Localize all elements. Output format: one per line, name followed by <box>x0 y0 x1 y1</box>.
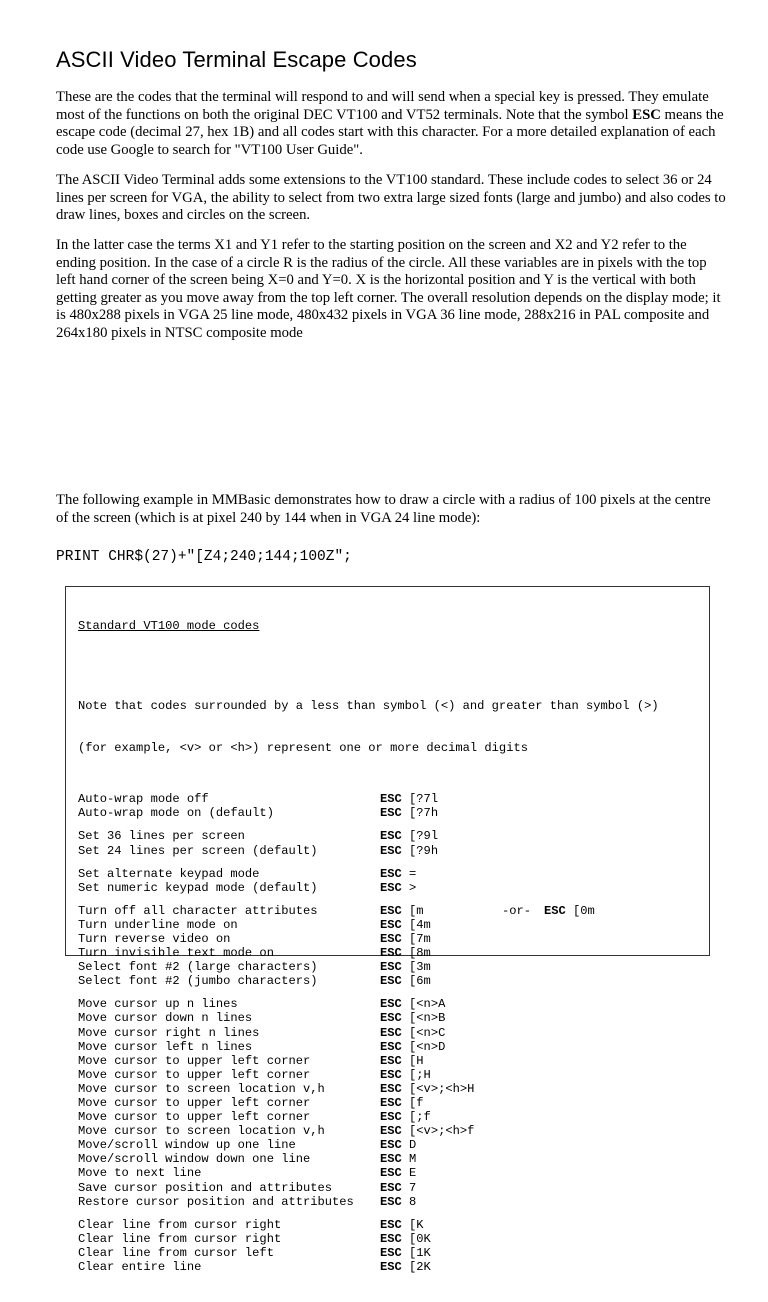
escape-sequence <box>380 1096 424 1110</box>
code-row <box>78 829 708 843</box>
esc-label: ESC <box>380 1194 402 1209</box>
code-row <box>78 918 708 932</box>
intro-paragraph <box>56 89 726 159</box>
escape-code: [<n>A <box>409 997 446 1012</box>
escape-code: [<n>B <box>409 1011 446 1026</box>
escape-code: [f <box>409 1096 424 1110</box>
code-row <box>78 1260 708 1274</box>
escape-code: [K <box>409 1217 424 1232</box>
code-description: Move cursor to upper left corner <box>78 1067 311 1082</box>
code-row <box>78 997 708 1011</box>
esc-label: ESC <box>380 1260 402 1275</box>
esc-label: ESC <box>380 997 402 1012</box>
code-row <box>78 1152 708 1166</box>
escape-sequence <box>380 974 431 988</box>
escape-sequence <box>380 1068 431 1082</box>
esc-label: ESC <box>380 903 402 918</box>
code-description: Turn off all character attributes <box>78 903 318 918</box>
esc-label: ESC <box>380 829 402 844</box>
escape-code: D <box>409 1138 417 1153</box>
code-row <box>78 881 708 895</box>
code-row <box>78 1195 708 1209</box>
escape-code: [m <box>409 903 424 918</box>
coordinates-paragraph: In the latter case the terms X1 and Y1 refer to the starting position on the screen and X2 and Y2 refer to the ending position. In the case of a circle R is the radius of the circle. All these variables are in pixels with the top left hand corner of the screen being X=0 and Y=0. X is the horizontal position and Y is the vertical with both getting greater as you move away from the top left corner. The overall resolution depends on the display mode; it is 480x288 pixels in VGA 25 line mode, 480x432 pixels in VGA 36 line mode, 288x216 in PAL composite and 264x180 pixels in NTSC composite mode <box>56 237 721 341</box>
code-row <box>78 806 708 820</box>
esc-label: ESC <box>380 866 402 881</box>
escape-code: E <box>409 1166 417 1181</box>
escape-sequence <box>380 1011 445 1025</box>
escape-code: = <box>409 866 417 881</box>
code-description: Set 24 lines per screen (default) <box>78 843 318 858</box>
escape-code: [<n>C <box>409 1025 446 1040</box>
escape-sequence <box>380 997 445 1011</box>
code-row <box>78 1138 708 1152</box>
escape-code: > <box>409 880 417 895</box>
escape-code: 8 <box>409 1194 417 1209</box>
code-row <box>78 1026 708 1040</box>
esc-label: ESC <box>380 1124 402 1139</box>
esc-label: ESC <box>380 946 402 961</box>
escape-sequence <box>380 932 431 946</box>
escape-sequence <box>380 960 431 974</box>
escape-sequence <box>380 1246 431 1260</box>
escape-code: [H <box>409 1053 424 1068</box>
escape-code: [<v>;<h>f <box>409 1124 475 1139</box>
escape-code: [;f <box>409 1110 431 1125</box>
escape-code: [2K <box>409 1260 431 1275</box>
code-description: Clear line from cursor left <box>78 1245 274 1260</box>
esc-label: ESC <box>380 917 402 932</box>
code-row <box>78 974 708 988</box>
alternative-separator: -or- <box>502 903 532 918</box>
escape-code: [3m <box>409 960 431 975</box>
code-description: Move cursor to upper left corner <box>78 1110 311 1125</box>
code-row <box>78 1054 708 1068</box>
escape-sequence <box>380 1218 424 1232</box>
escape-sequence <box>380 1232 431 1246</box>
escape-code: [1K <box>409 1245 431 1260</box>
esc-label: ESC <box>380 792 402 807</box>
escape-code: [;H <box>409 1067 431 1082</box>
code-description: Move cursor to screen location v,h <box>78 1124 325 1139</box>
code-description: Turn reverse video on <box>78 931 231 946</box>
code-row <box>78 946 708 960</box>
extensions-paragraph: The ASCII Video Terminal adds some extensions to the VT100 standard. These include codes to select 36 or 24 lines per screen for VGA, the ability to select from two extra large sized fonts (large and jumbo) and also codes to draw lines, boxes and circles on the screen. <box>56 172 726 224</box>
esc-label: ESC <box>380 1081 402 1096</box>
code-group <box>78 867 708 895</box>
code-row <box>78 1082 708 1096</box>
esc-label: ESC <box>380 1053 402 1068</box>
code-row <box>78 932 708 946</box>
escape-code: [<v>;<h>H <box>409 1081 475 1096</box>
escape-sequence <box>380 1181 416 1195</box>
escape-code: M <box>409 1152 417 1167</box>
code-description: Clear entire line <box>78 1260 202 1275</box>
code-row <box>78 1110 708 1124</box>
escape-sequence <box>380 1124 474 1138</box>
esc-label: ESC <box>380 1231 402 1246</box>
code-description: Move cursor to screen location v,h <box>78 1081 325 1096</box>
esc-label: ESC <box>380 806 402 821</box>
esc-label: ESC <box>380 974 402 989</box>
code-description: Auto-wrap mode off <box>78 792 209 807</box>
escape-sequence <box>380 844 438 858</box>
escape-sequence <box>380 1260 431 1274</box>
alternative-escape-code: [0m <box>573 903 595 918</box>
esc-label: ESC <box>380 1096 402 1110</box>
code-description: Turn underline mode on <box>78 917 238 932</box>
code-description: Select font #2 (jumbo characters) <box>78 974 318 989</box>
code-group <box>78 792 708 820</box>
code-description: Set alternate keypad mode <box>78 866 260 881</box>
esc-label: ESC <box>380 931 402 946</box>
escape-sequence <box>380 1110 431 1124</box>
code-row <box>78 867 708 881</box>
code-row <box>78 1040 708 1054</box>
code-description: Auto-wrap mode on (default) <box>78 806 274 821</box>
code-description: Clear line from cursor right <box>78 1231 282 1246</box>
esc-label: ESC <box>380 1152 402 1167</box>
code-description: Move cursor up n lines <box>78 997 238 1012</box>
code-description: Move to next line <box>78 1166 202 1181</box>
code-description: Move/scroll window up one line <box>78 1138 296 1153</box>
code-groups <box>78 783 708 1274</box>
code-row <box>78 1011 708 1025</box>
esc-label: ESC <box>380 880 402 895</box>
esc-label: ESC <box>380 1217 402 1232</box>
code-description: Move cursor down n lines <box>78 1011 253 1026</box>
escape-sequence <box>380 904 424 918</box>
page-title: ASCII Video Terminal Escape Codes <box>56 47 417 72</box>
esc-label: ESC <box>380 1138 402 1153</box>
code-row <box>78 792 708 806</box>
code-row <box>78 1246 708 1260</box>
escape-code: [?7l <box>409 792 439 807</box>
escape-sequence <box>380 806 438 820</box>
escape-sequence <box>380 881 416 895</box>
esc-label: ESC <box>380 1025 402 1040</box>
escape-code: [7m <box>409 931 431 946</box>
escape-sequence <box>380 1082 474 1096</box>
escape-sequence <box>380 1054 424 1068</box>
code-row <box>78 1096 708 1110</box>
escape-code: [6m <box>409 974 431 989</box>
esc-label: ESC <box>380 1110 402 1125</box>
escape-sequence <box>380 1138 416 1152</box>
code-row <box>78 1218 708 1232</box>
escape-sequence <box>380 1152 416 1166</box>
code-group <box>78 997 708 1208</box>
esc-symbol: ESC <box>632 106 661 123</box>
esc-label: ESC <box>380 1245 402 1260</box>
note-line-1: Note that codes surrounded by a less than symbol (<) and greater than symbol (>) <box>78 698 659 713</box>
escape-sequence <box>380 867 416 881</box>
code-row <box>78 1124 708 1138</box>
esc-label: ESC <box>380 1166 402 1181</box>
esc-label: ESC <box>380 1067 402 1082</box>
code-description: Move cursor to upper left corner <box>78 1096 311 1110</box>
code-group <box>78 904 708 989</box>
escape-code: [?9l <box>409 829 439 844</box>
code-row <box>78 1181 708 1195</box>
intro-text-end: means the escape code (decimal 27, hex 1B) and all codes start with this character. For a more detailed explanation of each code use Google to search for "VT100 User Guide". <box>56 106 724 158</box>
code-description: Clear line from cursor right <box>78 1217 282 1232</box>
escape-code: [?9h <box>409 843 439 858</box>
code-group <box>78 1218 708 1274</box>
esc-label: ESC <box>380 1011 402 1026</box>
alternative-escape-sequence <box>544 904 595 918</box>
code-description: Set 36 lines per screen <box>78 829 245 844</box>
escape-code: [0K <box>409 1231 431 1246</box>
code-row <box>78 1068 708 1082</box>
escape-code: [4m <box>409 917 431 932</box>
code-description: Restore cursor position and attributes <box>78 1194 354 1209</box>
code-row <box>78 1232 708 1246</box>
escape-code: 7 <box>409 1180 417 1195</box>
code-description: Move/scroll window down one line <box>78 1152 311 1167</box>
code-row <box>78 904 708 918</box>
code-description: Save cursor position and attributes <box>78 1180 333 1195</box>
escape-code: [?7h <box>409 806 439 821</box>
note-line-2: (for example, <v> or <h>) represent one or more decimal digits <box>78 740 528 755</box>
code-row <box>78 844 708 858</box>
code-row <box>78 1166 708 1180</box>
escape-sequence <box>380 918 431 932</box>
code-row <box>78 960 708 974</box>
code-description: Set numeric keypad mode (default) <box>78 880 318 895</box>
code-description: Turn invisible text mode on <box>78 946 274 961</box>
codes-table <box>78 591 708 1302</box>
escape-sequence <box>380 829 438 843</box>
code-description: Select font #2 (large characters) <box>78 960 318 975</box>
esc-label: ESC <box>380 960 402 975</box>
esc-label: ESC <box>380 843 402 858</box>
escape-sequence <box>380 792 438 806</box>
escape-sequence <box>380 1166 416 1180</box>
escape-sequence <box>380 1040 445 1054</box>
esc-label: ESC <box>544 903 566 918</box>
intro-text-start: These are the codes that the terminal will respond to and will send when a special key is pressed. They emulate most of the functions on both the original DEC VT100 and VT52 terminals. Note that the symbol <box>56 89 709 123</box>
code-description: Move cursor to upper left corner <box>78 1053 311 1068</box>
esc-label: ESC <box>380 1180 402 1195</box>
code-group <box>78 829 708 857</box>
escape-code: [<n>D <box>409 1039 446 1054</box>
escape-sequence <box>380 1195 416 1209</box>
esc-label: ESC <box>380 1039 402 1054</box>
example-code: PRINT CHR$(27)+"[Z4;240;144;100Z"; <box>56 549 352 565</box>
escape-code: [8m <box>409 946 431 961</box>
code-description: Move cursor left n lines <box>78 1039 253 1054</box>
example-paragraph: The following example in MMBasic demonstrates how to draw a circle with a radius of 100 pixels at the centre of the screen (which is at pixel 240 by 144 when in VGA 24 line mode): <box>56 492 711 526</box>
code-description: Move cursor right n lines <box>78 1025 260 1040</box>
table-heading: Standard VT100 mode codes <box>78 619 260 634</box>
escape-sequence <box>380 946 431 960</box>
escape-sequence <box>380 1026 445 1040</box>
